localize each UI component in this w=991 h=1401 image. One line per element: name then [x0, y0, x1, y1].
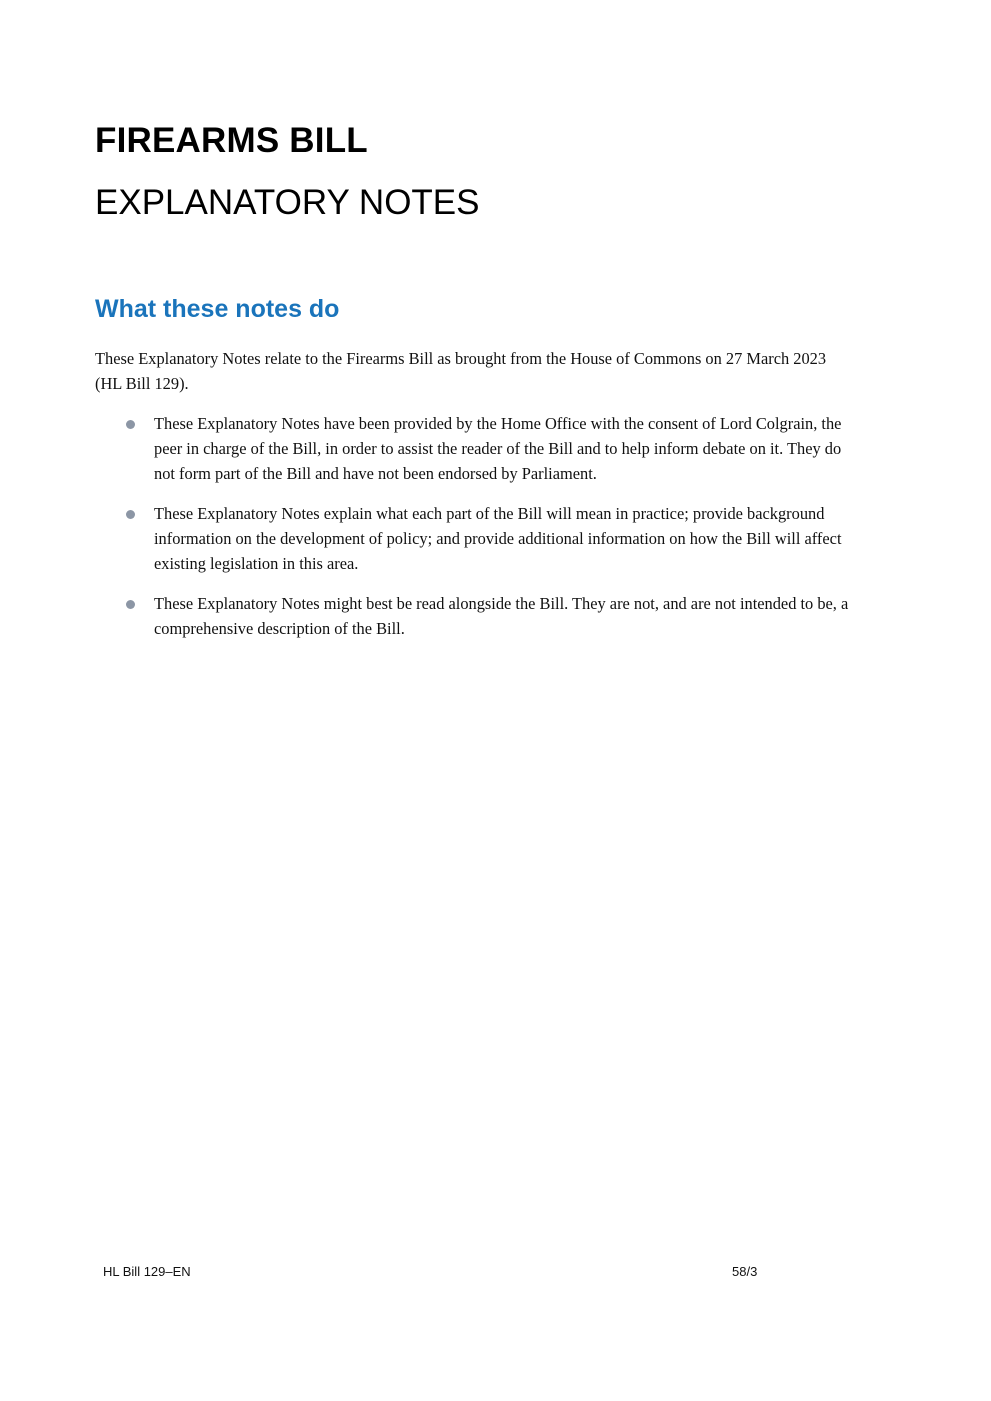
footer-session-number: 58/3: [732, 1264, 758, 1279]
bullet-dot-icon: [126, 600, 135, 609]
bullet-text: These Explanatory Notes have been provided by the Home Office with the consent of Lord Colgrain, the peer in charge of the Bill, in order to assist the reader of the Bill and to help inform debate on it. They do not form part of the Bill and have not been endorsed by Parliament.: [154, 414, 842, 483]
intro-paragraph: These Explanatory Notes relate to the Firearms Bill as brought from the House of Commons on 27 March 2023 (HL Bill 129).: [95, 349, 827, 393]
bullet-dot-icon: [126, 420, 135, 429]
bullet-text: These Explanatory Notes explain what each part of the Bill will mean in practice; provide background information on the development of policy; and provide additional information on how the Bill will affect existing legislation in this area.: [154, 504, 842, 573]
section-heading: What these notes do: [95, 295, 340, 323]
list-item: [95, 591, 865, 641]
footer-bill-reference: HL Bill 129–EN: [103, 1264, 191, 1279]
bullet-text: These Explanatory Notes might best be read alongside the Bill. They are not, and are not intended to be, a comprehensive description of the Bill.: [154, 594, 849, 638]
document-subtitle: EXPLANATORY NOTES: [95, 183, 480, 222]
list-item: [95, 411, 865, 486]
list-item: [95, 501, 865, 576]
document-title: FIREARMS BILL: [95, 121, 368, 160]
notes-bullet-list: [95, 411, 865, 656]
bullet-dot-icon: [126, 510, 135, 519]
